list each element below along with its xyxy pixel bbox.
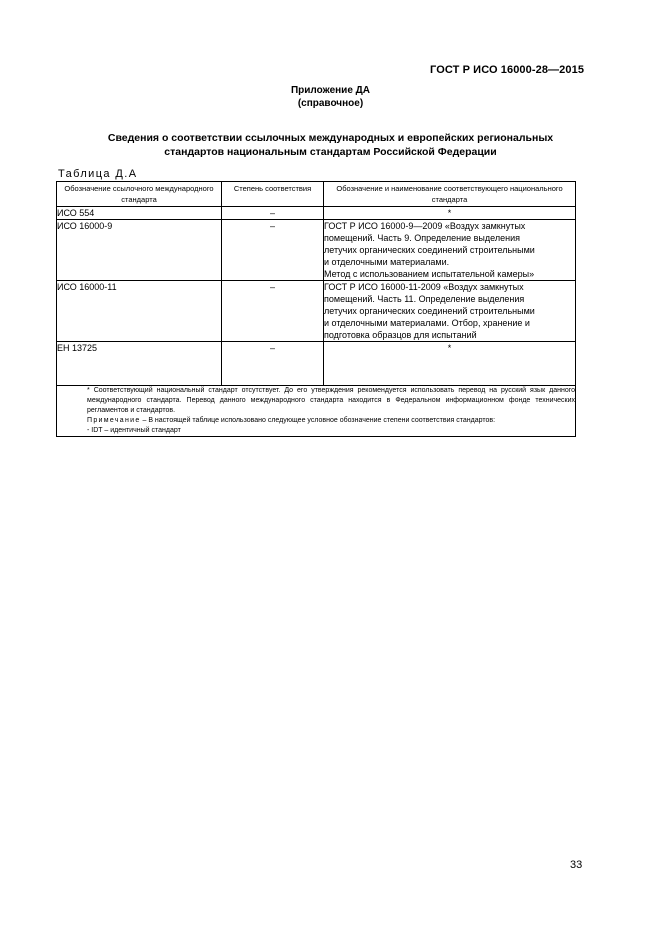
cell-national-standard bbox=[324, 281, 576, 342]
national-standard-line: летучих органических соединений строительными bbox=[324, 306, 535, 316]
column-header-degree: Степень соответствия bbox=[222, 182, 324, 207]
footnote: * Соответствующий национальный стандарт отсутствует. До его утверждения рекомендуется использовать перевод на русский язык данного международного стандарта. Перевод данного международного стандарта находится в Федеральном информационном фонде технических регламентов и стандартов. bbox=[87, 387, 575, 414]
national-standard-line: ГОСТ Р ИСО 16000-11-2009 «Воздух замкнутых bbox=[324, 282, 524, 292]
section-heading-line-1: Сведения о соответствии ссылочных международных и европейских региональных bbox=[107, 132, 554, 144]
national-standard-line: помещений. Часть 11. Определение выделения bbox=[324, 294, 525, 304]
appendix-subtitle: (справочное) bbox=[297, 98, 364, 109]
note-label: Примечание bbox=[87, 417, 141, 424]
section-heading bbox=[0, 131, 661, 159]
appendix-header bbox=[0, 84, 661, 110]
cell-degree: – bbox=[222, 342, 324, 386]
table-notes bbox=[57, 386, 576, 437]
table-row bbox=[57, 281, 576, 342]
national-standard-line: помещений. Часть 9. Определение выделения bbox=[324, 233, 520, 243]
column-header-national-standard: Обозначение и наименование соответствующего национального стандарта bbox=[324, 182, 576, 207]
cell-degree: – bbox=[222, 220, 324, 281]
national-standard-line: подготовка образцов для испытаний bbox=[324, 330, 477, 340]
appendix-title: Приложение ДА bbox=[290, 85, 371, 96]
document-code: ГОСТ Р ИСО 16000-28—2015 bbox=[430, 64, 585, 76]
national-standard-line: и отделочными материалами. Отбор, хранение и bbox=[324, 318, 530, 328]
note bbox=[57, 416, 575, 426]
note-item: - IDT – идентичный стандарт bbox=[87, 427, 181, 434]
national-standard-line: Метод с использованием испытательной камеры» bbox=[324, 269, 535, 279]
national-standard-line: ГОСТ Р ИСО 16000-9—2009 «Воздух замкнутых bbox=[324, 221, 526, 231]
cell-national-standard: * bbox=[324, 342, 576, 386]
cell-national-standard: * bbox=[324, 207, 576, 220]
cell-designation: ИСО 16000-9 bbox=[57, 220, 222, 281]
standards-table bbox=[56, 181, 576, 437]
table-row bbox=[57, 342, 576, 386]
page-number: 33 bbox=[570, 859, 583, 871]
cell-national-standard bbox=[324, 220, 576, 281]
cell-designation: ИСО 554 bbox=[57, 207, 222, 220]
column-header-designation: Обозначение ссылочного международного стандарта bbox=[57, 182, 222, 207]
cell-degree: – bbox=[222, 281, 324, 342]
table-header-row bbox=[57, 182, 576, 207]
cell-designation: ИСО 16000-11 bbox=[57, 281, 222, 342]
national-standard-line: и отделочными материалами. bbox=[324, 257, 450, 267]
table-row bbox=[57, 220, 576, 281]
table-caption: Таблица Д.А bbox=[58, 168, 138, 180]
cell-degree: – bbox=[222, 207, 324, 220]
table-row bbox=[57, 207, 576, 220]
cell-designation: ЕН 13725 bbox=[57, 342, 222, 386]
table-notes-row bbox=[57, 386, 576, 437]
section-heading-line-2: стандартов национальным стандартам Российской Федерации bbox=[164, 146, 497, 158]
national-standard-line: летучих органических соединений строительными bbox=[324, 245, 535, 255]
note-text: – В настоящей таблице использовано следующее условное обозначение степени соответствия стандартов: bbox=[140, 417, 496, 424]
